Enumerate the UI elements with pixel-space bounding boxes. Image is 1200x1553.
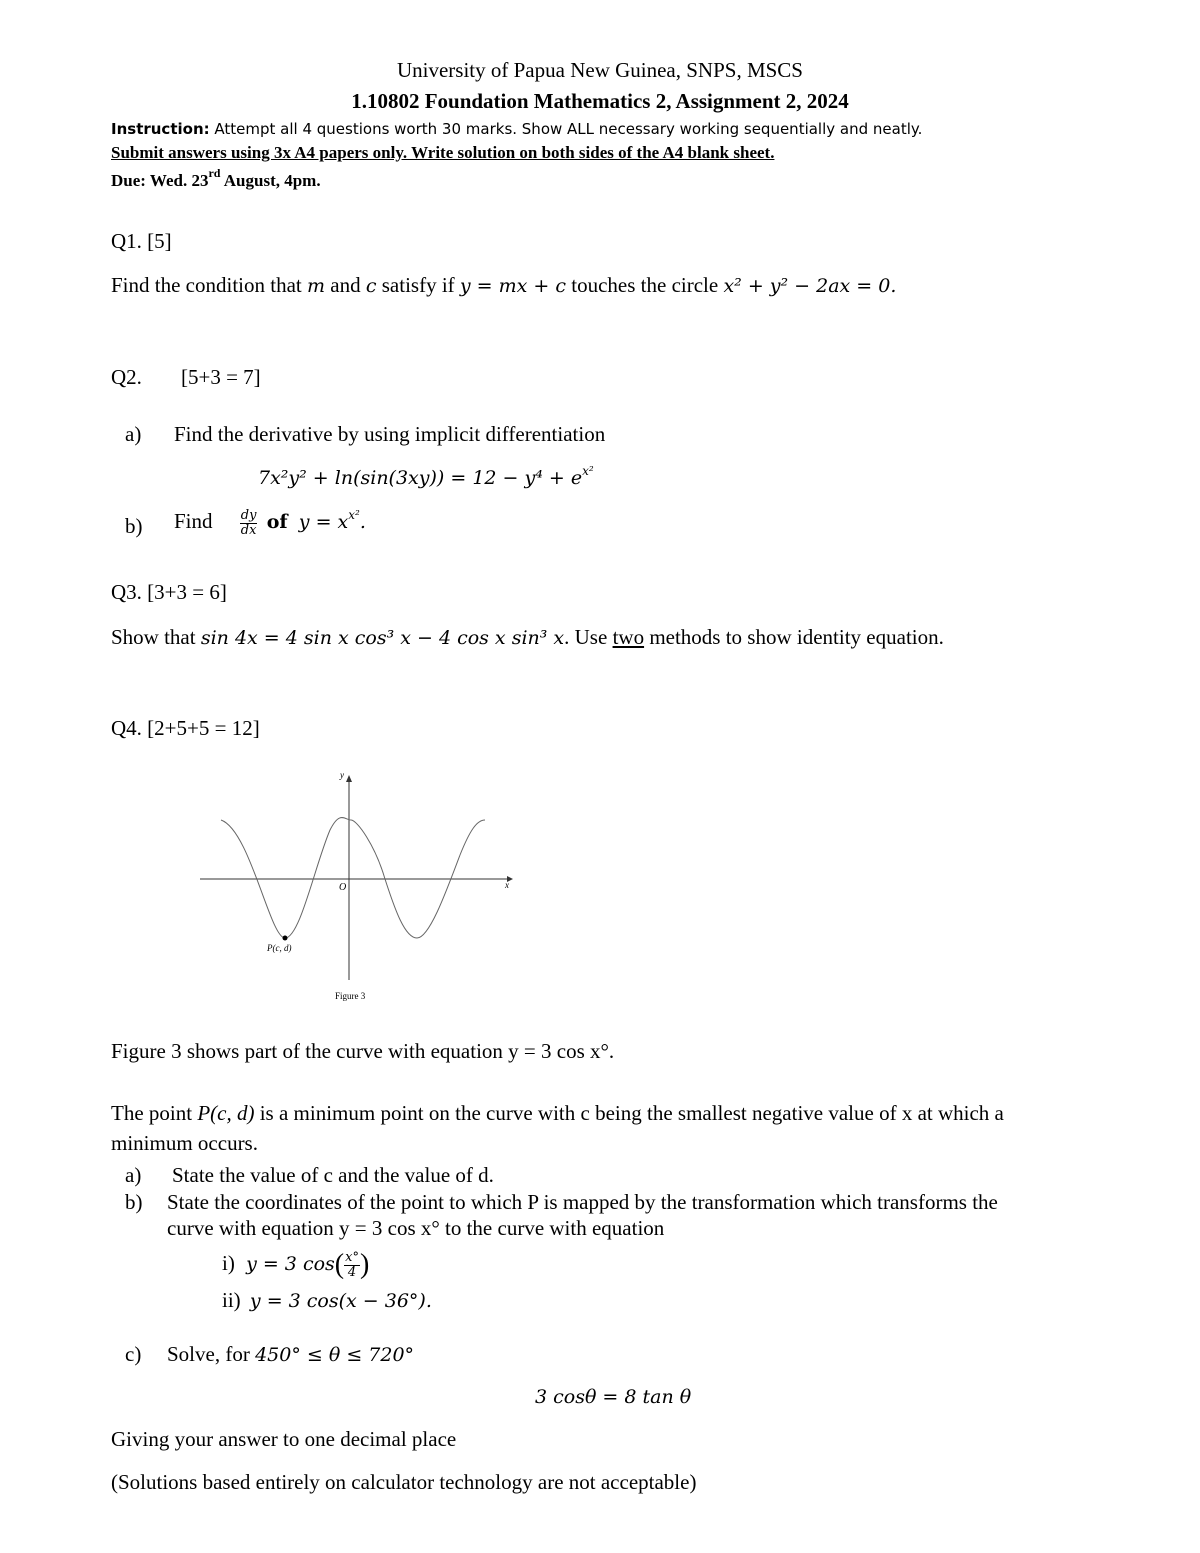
q4c-note: (Solutions based entirely on calculator technology are not acceptable) — [111, 1470, 697, 1494]
q2a-label: a) — [125, 422, 142, 446]
y-axis-arrow-icon — [346, 775, 352, 782]
q2b-end: . — [359, 511, 366, 533]
figure-caption: Figure 3 — [335, 991, 366, 1001]
instruction-label: Instruction: — [111, 120, 210, 138]
q4-para2-a: The point — [111, 1101, 198, 1125]
q4c-giving: Giving your answer to one decimal place — [111, 1427, 457, 1451]
q1-circle-equation: x² + y² − 2ax = 0. — [723, 275, 897, 297]
y-axis-label: y — [340, 770, 344, 780]
q2b-fraction — [240, 509, 258, 538]
q4-para2 — [111, 1101, 1004, 1126]
q4c-range: 450° ≤ θ ≤ 720° — [255, 1344, 415, 1366]
due-prefix: Due: Wed. 23 — [111, 171, 209, 190]
q2b-equation-sup: x² — [348, 508, 360, 522]
submit-instruction: Submit answers using 3x A4 papers only. Write solution on both sides of the A4 blank sheet. — [111, 143, 775, 162]
q1-c: c — [365, 275, 377, 297]
q1-text-c: touches the circle — [566, 273, 724, 297]
q4c-solve: Solve, for — [167, 1342, 256, 1366]
q4-para2-b: is a minimum point on the curve with c being the smallest negative value of x at which a — [254, 1101, 1004, 1125]
q1-text-a: Find the condition that — [111, 273, 307, 297]
q4b-label: b) — [125, 1190, 143, 1214]
q3-two: two — [612, 625, 645, 649]
instruction-text: Attempt all 4 questions worth 30 marks. Show ALL necessary working sequentially and neatly. — [209, 120, 923, 138]
q4bii-label: ii) — [222, 1288, 241, 1312]
q4bi — [222, 1249, 369, 1281]
q2b-of: of — [266, 511, 288, 533]
q4bii-equation: y = 3 cos(x − 36°). — [249, 1290, 432, 1312]
q3-use: . Use — [564, 625, 613, 649]
q1-title: Q1. [5] — [111, 229, 172, 253]
q4c-label: c) — [125, 1342, 142, 1366]
q3-show: Show that — [111, 625, 201, 649]
x-axis-label: x — [505, 880, 509, 890]
left-paren: ( — [334, 1249, 345, 1280]
q4b-text-line2: curve with equation y = 3 cos x° to the curve with equation — [167, 1216, 665, 1240]
q3-rest: methods to show identity equation. — [644, 625, 944, 649]
q4bi-label: i) — [222, 1251, 235, 1275]
q2a-equation-sup: x² — [582, 464, 594, 478]
q4b-text-line1: State the coordinates of the point to which P is mapped by the transformation which transforms the — [167, 1190, 998, 1214]
q3-text — [111, 625, 944, 650]
q4a-label: a) — [125, 1163, 142, 1187]
q2b-find: Find — [174, 509, 213, 533]
q4-para2-line2: minimum occurs. — [111, 1131, 258, 1155]
q4a-text: State the value of c and the value of d. — [172, 1163, 494, 1187]
cosine-curve — [221, 818, 485, 939]
q3-identity: sin 4x = 4 sin x cos³ x − 4 cos x sin³ x — [200, 627, 565, 649]
q1-m: m — [306, 275, 326, 297]
right-paren: ) — [359, 1249, 370, 1280]
q4-title: Q4. [2+5+5 = 12] — [111, 716, 260, 740]
q4bii — [222, 1288, 432, 1313]
q4-point-p: P(c, d) — [197, 1101, 255, 1125]
q4c-equation: 3 cosθ = 8 tan θ — [535, 1386, 692, 1408]
q1-text-b: satisfy if — [376, 273, 460, 297]
q3-title: Q3. [3+3 = 6] — [111, 580, 227, 604]
instruction-line — [111, 120, 922, 138]
point-p-label: P(c, d) — [267, 943, 292, 953]
q2b-numerator: dy — [240, 507, 257, 523]
q4bi-denominator: 4 — [347, 1264, 357, 1280]
q2b-label: b) — [125, 514, 143, 538]
q4-para1: Figure 3 shows part of the curve with equation y = 3 cos x°. — [111, 1039, 615, 1063]
q1-text — [111, 273, 896, 298]
due-sup: rd — [208, 166, 221, 180]
q2b-denominator: dx — [240, 522, 257, 538]
q4bi-fraction — [344, 1251, 360, 1280]
q2b-text — [174, 508, 366, 538]
q4c-text — [167, 1342, 414, 1367]
q2b-equation: y = x — [298, 511, 349, 533]
q1-line-equation: y = mx + c — [459, 275, 567, 297]
q2a-text: Find the derivative by using implicit differentiation — [174, 422, 606, 446]
q1-and: and — [325, 273, 366, 297]
due-date — [111, 166, 321, 191]
q4bi-equation: y = 3 cos — [246, 1253, 335, 1275]
minimum-point-marker — [283, 936, 288, 941]
origin-label: O — [339, 882, 347, 893]
figure-3-cosine-graph — [195, 770, 525, 1005]
q2a-equation — [258, 464, 594, 489]
q2a-equation-body: 7x²y² + ln(sin(3xy)) = 12 − y⁴ + e — [258, 467, 583, 489]
header-institution: University of Papua New Guinea, SNPS, MSCS — [396, 58, 803, 82]
due-suffix: August, 4pm. — [220, 171, 321, 190]
q2-title: Q2. — [111, 365, 142, 389]
header-course-title: 1.10802 Foundation Mathematics 2, Assignment 2, 2024 — [351, 89, 849, 113]
q4bi-numerator: x° — [345, 1249, 359, 1265]
q2-marks: [5+3 = 7] — [181, 365, 261, 389]
